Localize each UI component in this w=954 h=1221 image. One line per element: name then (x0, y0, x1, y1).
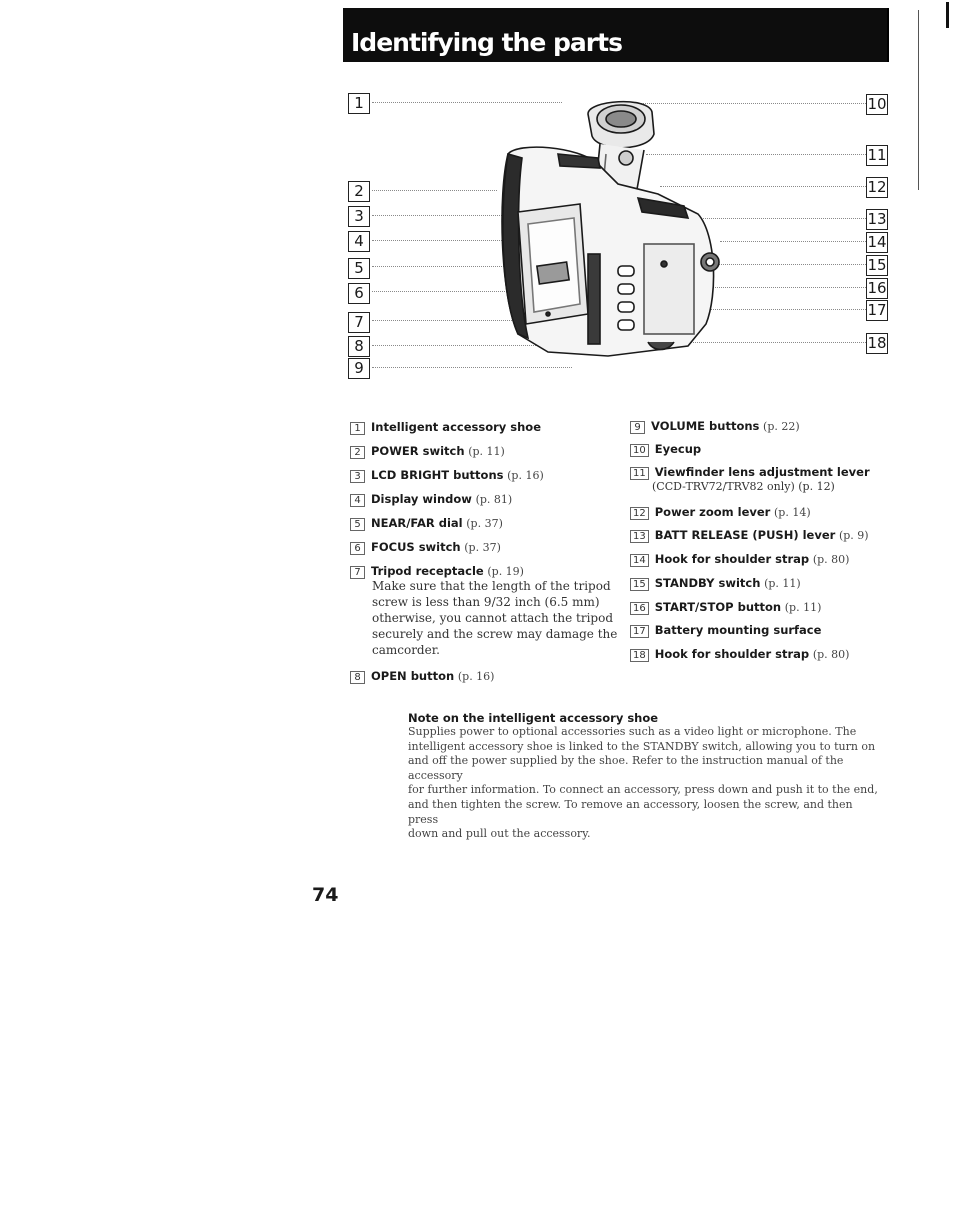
part-number: 6 (350, 542, 365, 555)
margin-rule (918, 10, 919, 190)
part-item-10 (630, 442, 701, 457)
callout-6: 6 (348, 283, 370, 304)
part-label: Power zoom lever (654, 505, 771, 519)
part-item-4 (350, 492, 512, 507)
part-number: 8 (350, 671, 365, 684)
callout-15: 15 (867, 256, 887, 274)
callout-5: 5 (348, 258, 370, 279)
callout-3: 3 (348, 206, 370, 227)
callout-16: 16 (867, 279, 887, 297)
part-item-16 (630, 600, 821, 615)
part-label: FOCUS switch (371, 540, 461, 554)
page-reference: (p. 37) (466, 517, 503, 530)
part-item-17 (630, 623, 821, 638)
tripod-note-line: otherwise, you cannot attach the tripod (372, 611, 614, 625)
page-reference: (p. 22) (763, 420, 800, 433)
callout-13: 13 (867, 210, 887, 228)
note-line: Supplies power to optional accessories such as a video light or microphone. The (408, 725, 857, 738)
page-reference: (p. 16) (507, 469, 544, 482)
part-number: 7 (350, 566, 365, 579)
page-reference: (p. 19) (487, 565, 524, 578)
note-line: down and pull out the accessory. (408, 827, 591, 841)
part-label: START/STOP button (654, 600, 782, 614)
part-item-7 (350, 564, 524, 579)
part-label: Battery mounting surface (654, 623, 822, 637)
part-number: 9 (630, 421, 645, 434)
page-reference: (p. 80) (812, 553, 850, 566)
part-label: Hook for shoulder strap (654, 647, 810, 661)
callout-10: 10 (867, 95, 887, 113)
part-label: VOLUME buttons (651, 419, 760, 433)
part-label: POWER switch (371, 444, 465, 458)
part-number: 1 (350, 422, 365, 435)
callout-9: 9 (348, 358, 370, 379)
part-number: 4 (350, 494, 365, 507)
callout-2: 2 (348, 181, 370, 202)
callout-12: 12 (867, 178, 887, 196)
leader-line (720, 241, 866, 242)
part-number: 15 (630, 578, 649, 591)
part-label: Tripod receptacle (371, 564, 484, 578)
page-title: Identifying the parts (351, 28, 622, 57)
leader-line (372, 367, 572, 368)
page-reference: (p. 37) (464, 541, 501, 554)
viewfinder-note: (CCD-TRV72/TRV82 only) (p. 12) (652, 480, 835, 493)
callout-4: 4 (348, 231, 370, 252)
section-header-bar (343, 8, 889, 62)
note-body (408, 725, 878, 842)
part-item-9 (630, 419, 800, 434)
part-number: 10 (630, 444, 649, 457)
part-item-18 (630, 647, 849, 662)
part-number: 17 (630, 625, 649, 638)
page-reference: (p. 11) (784, 601, 822, 614)
page-reference: (p. 14) (774, 506, 811, 519)
callout-1: 1 (348, 93, 370, 114)
callout-17: 17 (867, 301, 887, 319)
part-item-5 (350, 516, 503, 531)
note-line: and off the power supplied by the shoe. Refer to the instruction manual of the accessory (408, 754, 844, 782)
part-label: Eyecup (654, 442, 702, 456)
part-label: Viewfinder lens adjustment lever (654, 465, 870, 479)
page-reference: (p. 11) (468, 445, 505, 458)
leader-line (372, 190, 497, 191)
tripod-note-line: screw is less than 9/32 inch (6.5 mm) (372, 595, 600, 609)
part-number: 13 (630, 530, 649, 543)
page-reference: (p. 80) (812, 648, 850, 661)
tripod-note-line: Make sure that the length of the tripod (372, 579, 611, 593)
part-label: LCD BRIGHT buttons (371, 468, 504, 482)
part-number: 18 (630, 649, 649, 662)
note-line: intelligent accessory shoe is linked to the STANDBY switch, allowing you to turn on (408, 739, 876, 753)
part-label: NEAR/FAR dial (371, 516, 463, 530)
tripod-note-line: securely and the screw may damage the (372, 627, 618, 641)
note-heading: Note on the intelligent accessory shoe (408, 711, 659, 725)
page-reference: (p. 16) (457, 670, 495, 683)
callout-18: 18 (867, 334, 887, 352)
margin-tab-marker (946, 2, 949, 28)
part-number: 14 (630, 554, 649, 567)
part-label: Hook for shoulder strap (654, 552, 810, 566)
part-label: Intelligent accessory shoe (371, 420, 541, 434)
part-item-8 (350, 669, 494, 684)
part-label: STANDBY switch (654, 576, 761, 590)
part-label: BATT RELEASE (PUSH) lever (654, 528, 836, 542)
part-item-15 (630, 576, 801, 591)
callout-14: 14 (867, 233, 887, 251)
part-label: OPEN button (371, 669, 455, 683)
callout-7: 7 (348, 312, 370, 333)
page-reference: (p. 11) (764, 577, 801, 590)
part-number: 12 (630, 507, 649, 520)
part-item-14 (630, 552, 849, 567)
camcorder-illustration (488, 94, 738, 358)
part-number: 2 (350, 446, 365, 459)
part-number: 16 (630, 602, 649, 615)
page-number: 74 (312, 884, 339, 906)
part-item-11 (630, 465, 870, 480)
part-number: 3 (350, 470, 365, 483)
page-reference: (p. 9) (838, 529, 869, 542)
callout-8: 8 (348, 336, 370, 357)
part-item-12 (630, 505, 811, 520)
part-number: 5 (350, 518, 365, 531)
part-item-13 (630, 528, 869, 543)
part-label: Display window (371, 492, 472, 506)
part-item-2 (350, 444, 505, 459)
note-line: for further information. To connect an accessory, press down and push it to the end, (408, 783, 878, 797)
page-reference: (p. 81) (475, 493, 513, 506)
part-item-1 (350, 420, 541, 435)
part-number: 11 (630, 467, 649, 480)
note-line: and then tighten the screw. To remove an accessory, loosen the screw, and then press (408, 797, 853, 826)
tripod-note-line: camcorder. (372, 643, 440, 657)
callout-11: 11 (867, 146, 887, 164)
part-item-6 (350, 540, 501, 555)
part-item-3 (350, 468, 544, 483)
